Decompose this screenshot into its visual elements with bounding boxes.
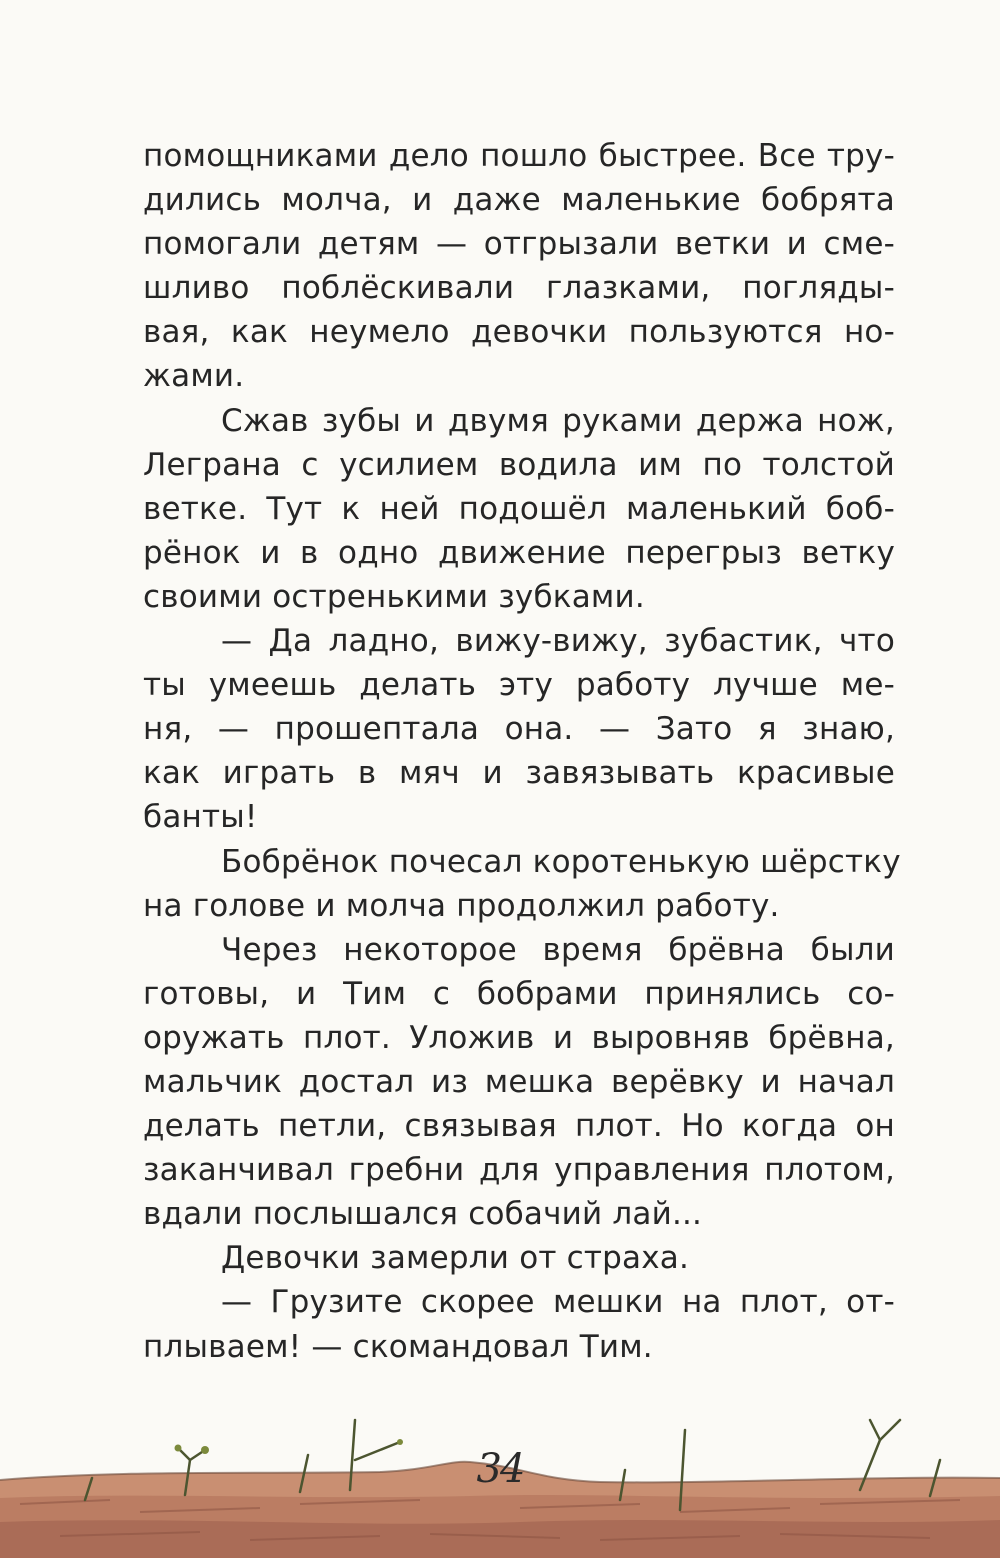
text-line: шливо поблёскивали глазками, погляды- xyxy=(143,270,895,307)
text-line: вая, как неумело девочки пользуются но- xyxy=(143,314,895,351)
text-line: жами. xyxy=(143,358,245,395)
text-line: Леграна с усилием водила им по толстой xyxy=(143,446,895,483)
text-line: помощниками дело пошло быстрее. Все тру- xyxy=(143,138,895,174)
text-line: Через некоторое время брёвна были xyxy=(221,931,895,968)
page-text xyxy=(143,134,901,1369)
text-line: — Да ладно, вижу-вижу, зубастик, что xyxy=(221,623,895,660)
text-line: дились молча, и даже маленькие бобрята xyxy=(143,182,895,219)
page-number: 34 xyxy=(476,1446,524,1492)
text-line: как играть в мяч и завязывать красивые xyxy=(143,755,895,792)
text-line: на голове и молча продолжил работу. xyxy=(143,887,780,924)
text-line: банты! xyxy=(143,799,258,836)
text-line: плываем! — скомандовал Тим. xyxy=(143,1328,653,1365)
text-line: готовы, и Тим с бобрами принялись со- xyxy=(143,975,895,1012)
text-line: своими остренькими зубками. xyxy=(143,578,645,615)
text-line: помогали детям — отгрызали ветки и сме- xyxy=(143,226,895,263)
text-line: мальчик достал из мешка верёвку и начал xyxy=(143,1063,895,1100)
text-line: оружать плот. Уложив и выровняв брёвна, xyxy=(143,1019,895,1056)
text-line: рёнок и в одно движение перегрыз ветку xyxy=(143,534,895,571)
text-line: делать петли, связывая плот. Но когда он xyxy=(143,1108,895,1145)
text-line: ты умеешь делать эту работу лучше ме- xyxy=(143,667,895,704)
text-line: Бобрёнок почесал коротенькую шёрстку xyxy=(221,843,901,880)
text-line: ня, — прошептала она. — Зато я знаю, xyxy=(143,711,895,748)
text-line: заканчивал гребни для управления плотом, xyxy=(143,1152,895,1189)
text-line: ветке. Тут к ней подошёл маленький боб- xyxy=(143,490,895,527)
text-line: — Грузите скорее мешки на плот, от- xyxy=(221,1284,895,1321)
text-line: вдали послышался собачий лай... xyxy=(143,1196,703,1233)
text-line: Сжав зубы и двумя руками держа нож, xyxy=(221,402,895,439)
text-line: Девочки замерли от страха. xyxy=(221,1240,690,1277)
